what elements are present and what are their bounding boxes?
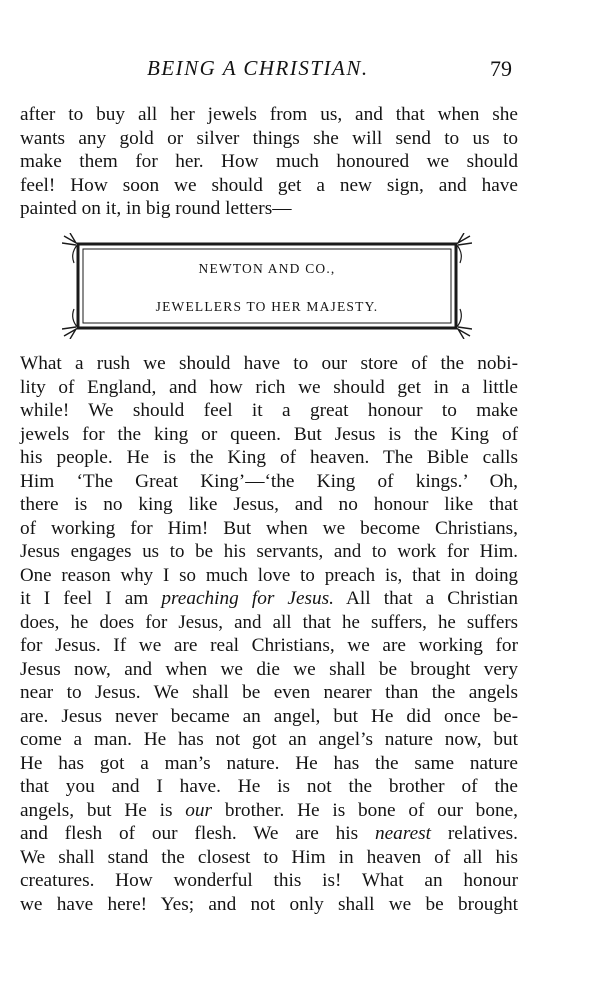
text-line: come a man. He has not got an angel’s nature now, but — [20, 729, 518, 750]
text-run: relatives. — [431, 823, 518, 844]
paragraph-2 — [20, 352, 518, 916]
text-line: Him ‘The Great King’—‘the King of kings.’ Oh, — [20, 470, 518, 492]
text-line: his people. He is the King of heaven. The Bible calls — [20, 447, 518, 468]
text-line: What a rush we should have to our store of the nobi- — [20, 353, 518, 374]
running-title: BEING A CHRISTIAN. — [147, 56, 369, 80]
italic-emphasis: nearest — [374, 823, 432, 844]
text-line: wants any gold or silver things she will send to us to — [20, 127, 518, 149]
text-line: feel! How soon we should get a new sign, and have — [20, 174, 518, 196]
shop-sign-frame — [62, 233, 472, 339]
page-number: 79 — [490, 56, 512, 81]
text-line-with-italic — [20, 822, 518, 846]
italic-emphasis: our — [185, 799, 213, 821]
text-run: it I feel I am — [20, 588, 162, 609]
text-line: that you and I have. He is not the brother of the — [20, 776, 518, 797]
text-line: He has got a man’s nature. He has the same nature — [20, 752, 518, 774]
text-line: painted on it, in big round letters— — [20, 198, 292, 219]
text-line: while! We should feel it a great honour to make — [20, 400, 518, 421]
italic-emphasis: preaching for Jesus. — [161, 588, 335, 609]
text-line: of working for Him! But when we become Christians, — [20, 517, 518, 539]
text-line: near to Jesus. We shall be even nearer than the angels — [20, 682, 518, 703]
text-line: for Jesus. If we are real Christians, we are working for — [20, 635, 518, 656]
text-line: One reason why I so much love to preach is, that in doing — [20, 564, 518, 586]
text-line: creatures. How wonderful this is! What an honour — [20, 870, 518, 891]
text-line: does, he does for Jesus, and all that he suffers, he suffers — [20, 611, 518, 633]
text-line: there is no king like Jesus, and no honour like that — [20, 494, 518, 515]
text-line: Jesus now, and when we die we shall be brought very — [20, 658, 518, 680]
text-line: we have here! Yes; and not only shall we be brought — [20, 893, 518, 915]
text-line: lity of England, and how rich we should get in a little — [20, 376, 518, 398]
text-line-with-italic — [20, 587, 518, 611]
text-line: are. Jesus never became an angel, but He did once be- — [20, 705, 518, 727]
text-line: jewels for the king or queen. But Jesus is the King of — [20, 423, 518, 445]
paragraph-1 — [20, 103, 518, 221]
text-run: All that a Christian — [334, 588, 519, 609]
text-line: We shall stand the closest to Him in heaven of all his — [20, 846, 518, 868]
text-run: and flesh of our flesh. We are his — [20, 823, 375, 844]
text-line: make them for her. How much honoured we should — [20, 151, 518, 172]
text-line: Jesus engages us to be his servants, and to work for Him. — [20, 541, 518, 562]
text-run: angels, but He is — [20, 799, 186, 821]
text-run: brother. He is bone of our bone, — [212, 799, 518, 821]
text-line: after to buy all her jewels from us, and that when she — [20, 104, 518, 125]
sign-company-title: JEWELLERS TO HER MAJESTY. — [155, 299, 379, 314]
running-head — [0, 56, 600, 86]
sign-company-name: NEWTON AND CO., — [198, 261, 336, 276]
ornamental-border-icon — [62, 233, 472, 339]
text-line-with-italic — [20, 799, 518, 823]
